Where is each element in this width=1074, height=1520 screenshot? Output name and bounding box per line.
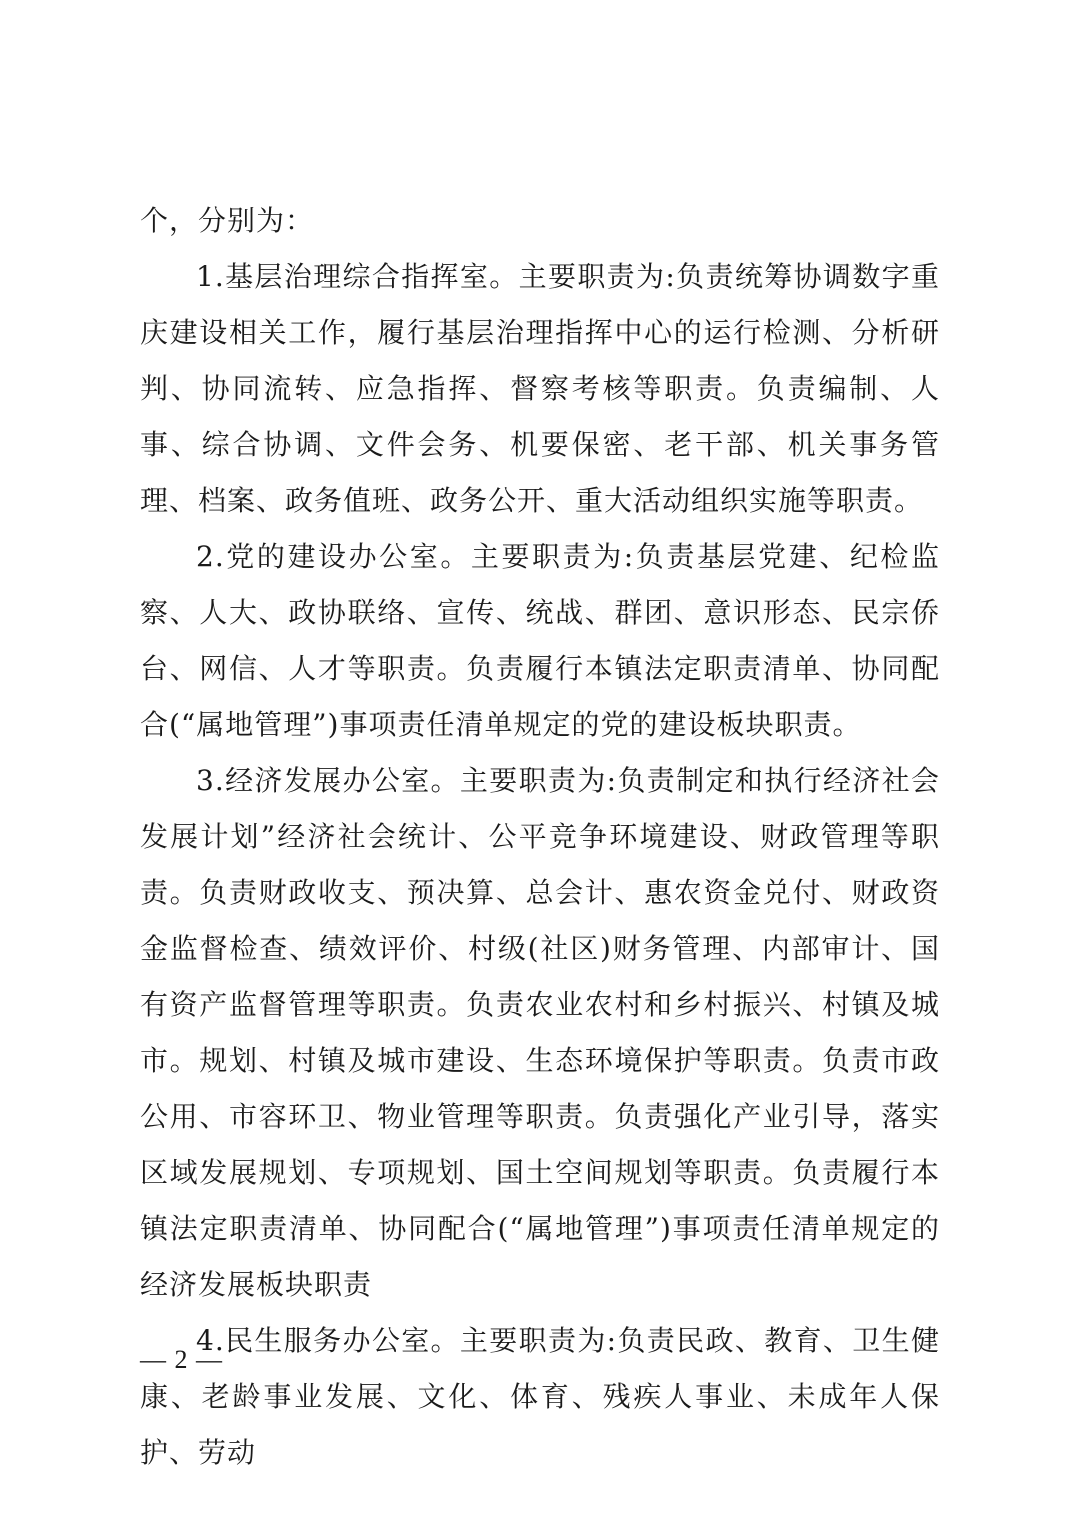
paragraph-item-1: 1.基层治理综合指挥室。主要职责为:负责统筹协调数字重庆建设相关工作，履行基层治理指挥中心的运行检测、分析研判、协同流转、应急指挥、督察考核等职责。负责编制、人事、综合协调、文件会务、机要保密、老干部、机关事务管理、档案、政务值班、政务公开、重大活动组织实施等职责。 xyxy=(140,260,940,517)
body-text xyxy=(140,193,940,1481)
paragraph-item-3: 3.经济发展办公室。主要职责为:负责制定和执行经济社会发展计划”经济社会统计、公平竞争环境建设、财政管理等职责。负责财政收支、预决算、总会计、惠农资金兑付、财政资金监督检查、绩效评价、村级(社区)财务管理、内部审计、国有资产监督管理等职责。负责农业农村和乡村振兴、村镇及城市。规划、村镇及城市建设、生态环境保护等职责。负责市政公用、市容环卫、物业管理等职责。负责强化产业引导，落实区域发展规划、专项规划、国土空间规划等职责。负责履行本镇法定职责清单、协同配合(“属地管理”)事项责任清单规定的经济发展板块职责 xyxy=(140,764,940,1301)
paragraph-item-2: 2.党的建设办公室。主要职责为:负责基层党建、纪检监察、人大、政协联络、宣传、统战、群团、意识形态、民宗侨台、网信、人才等职责。负责履行本镇法定职责清单、协同配合(“属地管理”)事项责任清单规定的党的建设板块职责。 xyxy=(140,540,940,741)
paragraph-continuation: 个，分别为： xyxy=(140,204,315,237)
page-number: — 2 — xyxy=(140,1345,223,1374)
paragraph-item-4: 4.民生服务办公室。主要职责为:负责民政、教育、卫生健康、老龄事业发展、文化、体育、残疾人事业、未成年人保护、劳动 xyxy=(140,1324,940,1469)
